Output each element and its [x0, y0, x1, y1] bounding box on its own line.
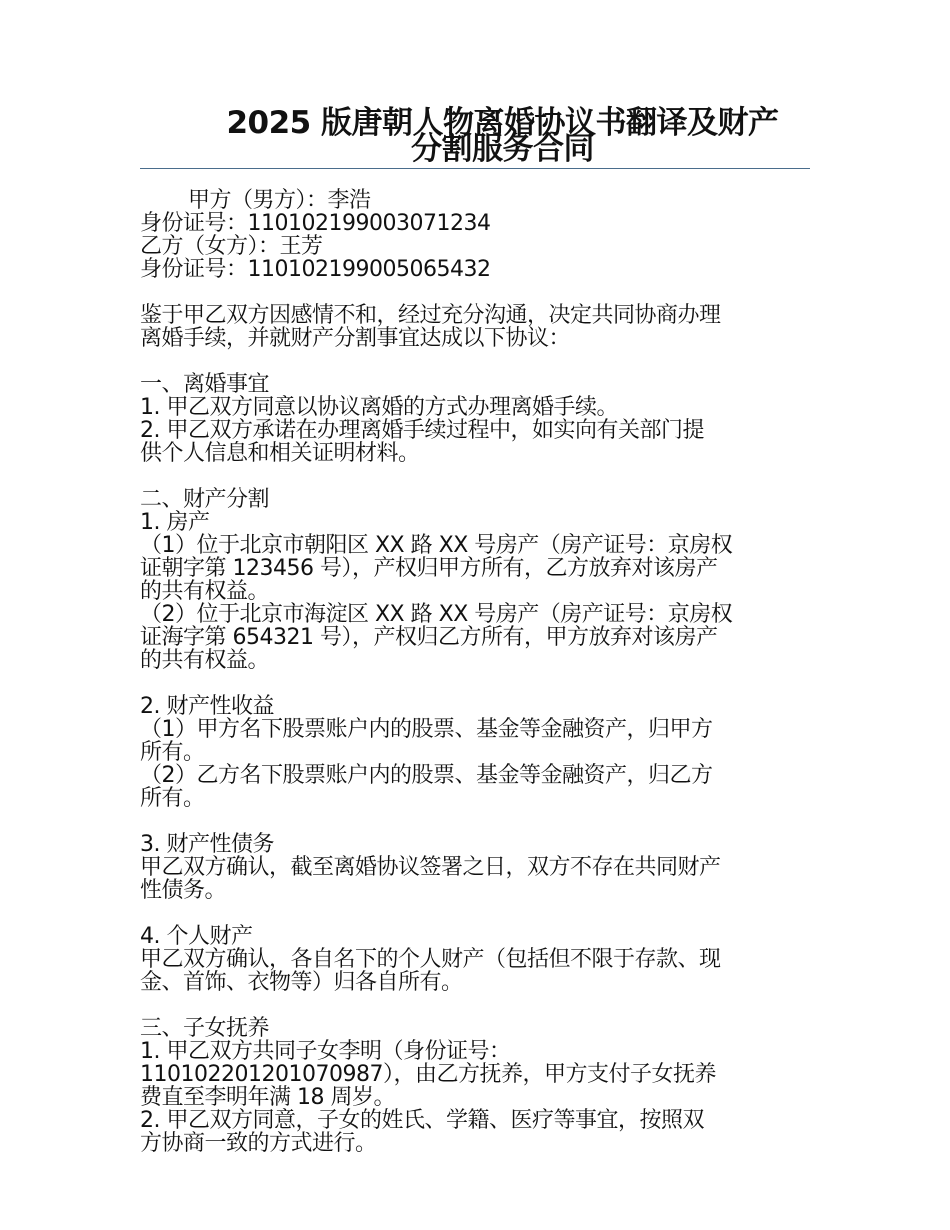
section3-line: 方协商一致的方式进行。 [140, 1131, 377, 1156]
subheading-income: 2. 财产性收益 [140, 694, 274, 719]
document-title [140, 105, 810, 169]
income-line: （2）乙方名下股票账户内的股票、基金等金融资产，归乙方 [140, 763, 713, 788]
spacer [140, 902, 810, 925]
section-heading-divorce: 一、离婚事宜 [140, 372, 270, 397]
section1-line: 供个人信息和相关证明材料。 [140, 441, 420, 466]
personal-line: 金、首饰、衣物等）归各自所有。 [140, 970, 463, 995]
preamble-line: 鉴于甲乙双方因感情不和，经过充分沟通，决定共同协商办理 [140, 303, 721, 328]
section-heading-property: 二、财产分割 [140, 487, 270, 512]
section3-line: 费直至李明年满 18 周岁。 [140, 1085, 395, 1110]
section3-line: 2. 甲乙双方同意，子女的姓氏、学籍、医疗等事宜，按照双 [140, 1108, 704, 1133]
subheading-debt: 3. 财产性债务 [140, 832, 274, 857]
house-line: 的共有权益。 [140, 648, 270, 673]
spacer [140, 350, 810, 373]
party-a-line: 甲方（男方）：李浩 [188, 188, 371, 213]
debt-line: 甲乙双方确认，截至离婚协议签署之日，双方不存在共同财产 [140, 855, 721, 880]
house-line: （2）位于北京市海淀区 XX 路 XX 号房产（房产证号：京房权 [140, 602, 733, 627]
house-line: （1）位于北京市朝阳区 XX 路 XX 号房产（房产证号：京房权 [140, 533, 733, 558]
debt-line: 性债务。 [140, 878, 227, 903]
party-b-id-line: 身份证号：110102199005065432 [140, 257, 491, 282]
spacer [140, 672, 810, 695]
house-line: 证朝字第 123456 号），产权归甲方所有，乙方放弃对该房产 [140, 556, 718, 581]
title-line-2: 分割服务合同 [411, 131, 594, 167]
section3-line: 110102201201070987），由乙方抚养，甲方支付子女抚养 [140, 1062, 716, 1087]
section1-line: 1. 甲乙双方同意以协议离婚的方式办理离婚手续。 [140, 395, 618, 420]
preamble-line: 离婚手续，并就财产分割事宜达成以下协议： [140, 326, 571, 351]
spacer [140, 281, 810, 304]
income-line: 所有。 [140, 786, 205, 811]
subheading-personal: 4. 个人财产 [140, 924, 253, 949]
section3-line: 1. 甲乙双方共同子女李明（身份证号： [140, 1039, 511, 1064]
spacer [140, 465, 810, 488]
document-page [140, 100, 810, 1155]
house-line: 证海字第 654321 号），产权归乙方所有，甲方放弃对该房产 [140, 625, 718, 650]
spacer [140, 994, 810, 1017]
document-body [140, 189, 810, 1155]
income-line: （1）甲方名下股票账户内的股票、基金等金融资产，归甲方 [140, 717, 713, 742]
subheading-house: 1. 房产 [140, 510, 210, 535]
section-heading-children: 三、子女抚养 [140, 1016, 270, 1041]
section1-line: 2. 甲乙双方承诺在办理离婚手续过程中，如实向有关部门提 [140, 418, 704, 443]
house-line: 的共有权益。 [140, 579, 270, 604]
income-line: 所有。 [140, 740, 205, 765]
spacer [140, 810, 810, 833]
party-b-line: 乙方（女方）：王芳 [140, 234, 323, 259]
party-a-id-line: 身份证号：110102199003071234 [140, 211, 491, 236]
personal-line: 甲乙双方确认，各自名下的个人财产（包括但不限于存款、现 [140, 947, 721, 972]
title-line-1: 2025 版唐朝人物离婚协议书翻译及财产 [226, 105, 779, 141]
